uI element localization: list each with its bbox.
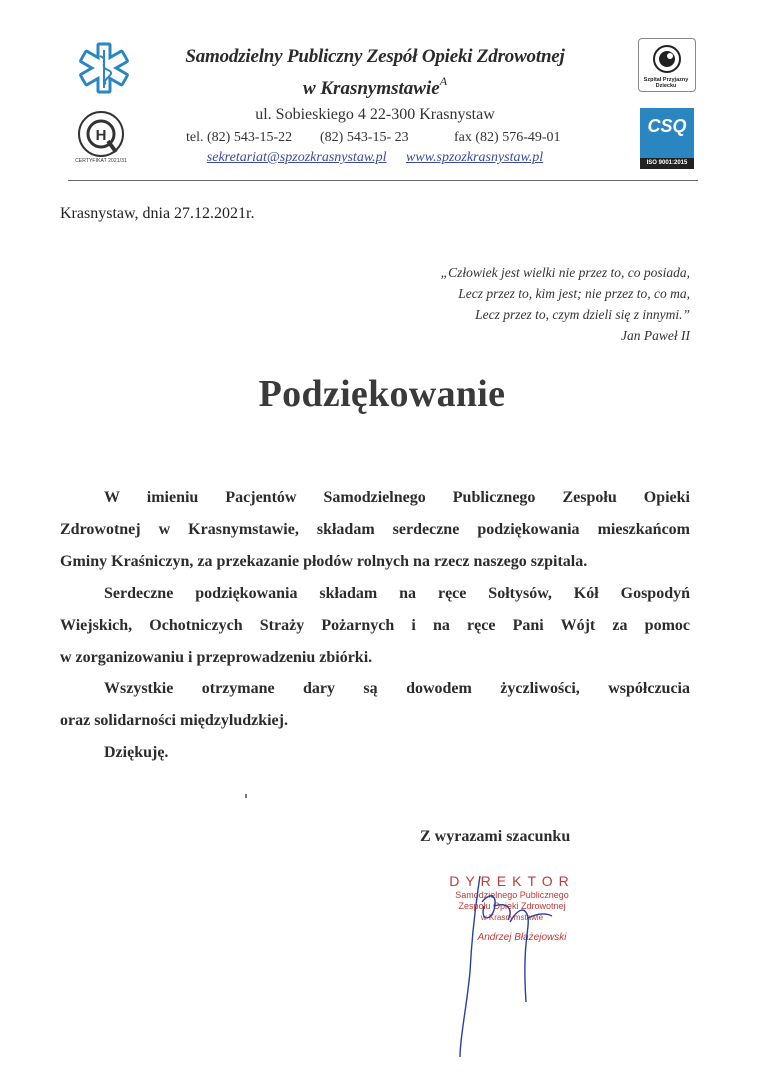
organization-address: ul. Sobieskiego 4 22-300 Krasnystaw <box>255 106 495 123</box>
epigraph-quote <box>330 262 690 346</box>
paragraph-3-line-2: oraz solidarności międzyludzkiej. <box>60 712 288 729</box>
phone-2: (82) 543-15- 23 <box>320 130 409 145</box>
email-link[interactable]: sekretariat@spzozkrasnystaw.pl <box>206 150 387 165</box>
stamp-line-1: DYREKTOR <box>449 873 575 889</box>
closing-phrase: Z wyrazami szacunku <box>420 828 571 845</box>
paragraph-1 <box>60 482 690 578</box>
paragraph-3-line-1: Wszystkie otrzymane dary są dowodem życzliwości, współczucia <box>104 680 690 697</box>
header-divider <box>68 180 698 181</box>
paragraph-2-line-2: Wiejskich, Ochotniczych Straży Pożarnych i na ręce Pani Wójt za pomoc <box>60 617 690 634</box>
baby-friendly-label <box>638 77 694 89</box>
paragraph-2-line-1: Serdeczne podziękowania składam na ręce Sołtysów, Kół Gospodyń <box>104 585 690 602</box>
paragraph-4 <box>60 737 690 769</box>
star-of-life-icon <box>76 40 132 96</box>
baby-friendly-label-line1: Szpital Przyjazny <box>643 77 689 83</box>
stamp-line-5: Andrzej Błażejowski <box>477 932 567 943</box>
director-stamp-and-signature <box>410 862 610 1062</box>
organization-location-superscript: A <box>439 74 448 88</box>
contact-links <box>150 150 600 166</box>
baby-friendly-label-line2: Dziecku <box>655 83 677 89</box>
quote-line-1: „Człowiek jest wielki nie przez to, co posiada, <box>440 265 690 280</box>
quote-line-3: Lecz przez to, czym dzieli się z innymi.” <box>475 307 690 322</box>
csq-logo-text: CSQ <box>647 116 687 136</box>
paragraph-3 <box>60 673 690 737</box>
fax-number: fax (82) 576-49-01 <box>454 130 561 145</box>
organization-location <box>150 74 600 100</box>
document-title: Podziękowanie <box>258 373 506 415</box>
stamp-line-2: Samodzielnego Publicznego <box>455 890 569 900</box>
paragraph-2 <box>60 578 690 674</box>
organization-name: Samodzielny Publiczny Zespół Opieki Zdrowotnej <box>185 46 565 67</box>
phone-1: tel. (82) 543-15-22 <box>186 130 293 145</box>
quote-line-2: Lecz przez to, kim jest; nie przez to, co ma, <box>458 286 690 301</box>
paragraph-2-line-3: w zorganizowaniu i przeprowadzeniu zbiórki. <box>60 649 373 666</box>
stamp-line-4: w Krasnymstawie <box>480 913 544 922</box>
paragraph-4-line-1: Dziękuję. <box>104 744 169 761</box>
svg-text:H: H <box>95 127 107 144</box>
scan-speck <box>245 794 247 798</box>
paragraph-1-line-1: W imieniu Pacjentów Samodzielnego Publicznego Zespołu Opieki <box>104 489 690 506</box>
quote-author: Jan Paweł II <box>621 328 690 343</box>
certificate-label: CERTYFIKAT 2021/31 <box>75 158 127 164</box>
document-date: Krasnystaw, dnia 27.12.2021r. <box>60 205 255 222</box>
paragraph-1-line-2: Zdrowotnej w Krasnymstawie, składam serdeczne podziękowania mieszkańcom <box>60 521 690 538</box>
organization-location-text: w Krasnymstawie <box>302 78 440 99</box>
stamp-line-3: Zespołu Opieki Zdrowotnej <box>458 901 566 911</box>
iso-label: ISO 9001:2015 <box>640 158 694 169</box>
website-link[interactable]: www.spzozkrasnystaw.pl <box>406 150 544 165</box>
paragraph-1-line-3: Gminy Kraśniczyn, za przekazanie płodów rolnych na rzecz naszego szpitala. <box>60 553 588 570</box>
